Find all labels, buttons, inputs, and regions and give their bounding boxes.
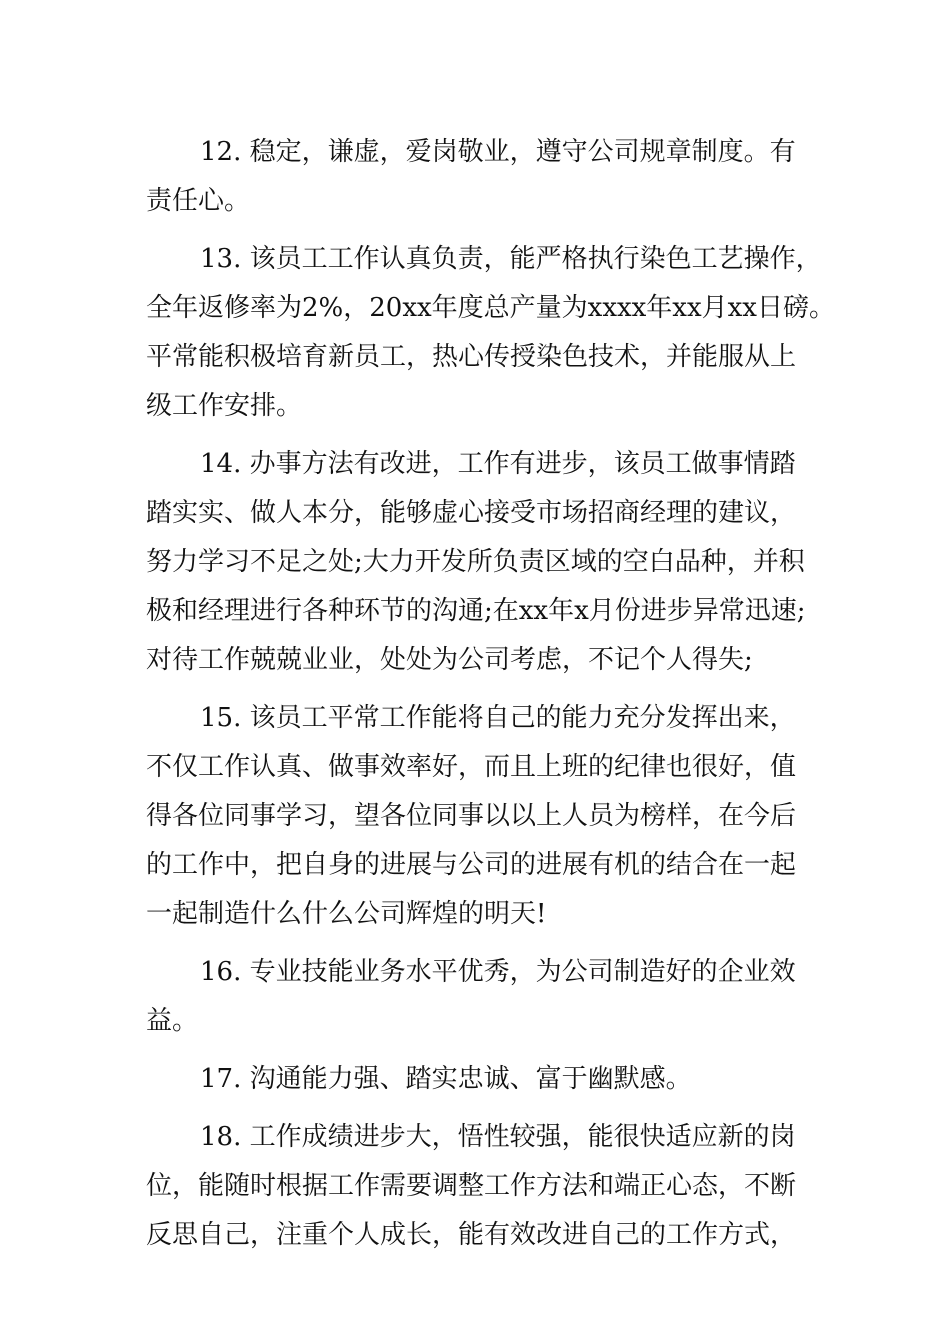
paragraph-line: 14. 办事方法有改进，工作有进步，该员工做事情踏 bbox=[200, 449, 796, 479]
paragraph-line: 责任心。 bbox=[146, 186, 251, 216]
paragraph-line: 全年返修率为2%，20xx年度总产量为xxxx年xx月xx日磅。 bbox=[146, 293, 835, 323]
paragraph-line: 的工作中，把自身的进展与公司的进展有机的结合在一起 bbox=[146, 850, 797, 880]
paragraph-14 bbox=[146, 440, 836, 685]
paragraph-16 bbox=[146, 948, 836, 1046]
document-body bbox=[146, 128, 836, 1260]
paragraph-line: 不仅工作认真、做事效率好，而且上班的纪律也很好，值 bbox=[146, 752, 797, 782]
paragraph-line: 13. 该员工工作认真负责，能严格执行染色工艺操作， bbox=[200, 244, 822, 274]
paragraph-line: 一起制造什么什么公司辉煌的明天! bbox=[146, 899, 547, 929]
paragraph-line: 15. 该员工平常工作能将自己的能力充分发挥出来， bbox=[200, 703, 796, 733]
paragraph-line: 对待工作兢兢业业，处处为公司考虑，不记个人得失; bbox=[146, 645, 753, 675]
paragraph-line: 得各位同事学习，望各位同事以以上人员为榜样，在今后 bbox=[146, 801, 797, 831]
paragraph-line: 益。 bbox=[146, 1006, 199, 1036]
paragraph-line: 位，能随时根据工作需要调整工作方法和端正心态，不断 bbox=[146, 1171, 797, 1201]
paragraph-17 bbox=[146, 1055, 836, 1104]
paragraph-line: 反思自己，注重个人成长，能有效改进自己的工作方式， bbox=[146, 1220, 797, 1250]
paragraph-line: 16. 专业技能业务水平优秀，为公司制造好的企业效 bbox=[200, 957, 796, 987]
paragraph-line: 努力学习不足之处;大力开发所负责区域的空白品种，并积 bbox=[146, 547, 805, 577]
paragraph-line: 级工作安排。 bbox=[146, 391, 303, 421]
paragraph-15 bbox=[146, 694, 836, 939]
paragraph-12 bbox=[146, 128, 836, 226]
paragraph-line: 12. 稳定，谦虚，爱岗敬业，遵守公司规章制度。有 bbox=[200, 137, 796, 167]
paragraph-line: 平常能积极培育新员工，热心传授染色技术，并能服从上 bbox=[146, 342, 797, 372]
paragraph-13 bbox=[146, 235, 836, 431]
paragraph-line: 踏实实、做人本分，能够虚心接受市场招商经理的建议， bbox=[146, 498, 797, 528]
paragraph-line: 极和经理进行各种环节的沟通;在xx年x月份进步异常迅速; bbox=[146, 596, 806, 626]
paragraph-line: 17. 沟通能力强、踏实忠诚、富于幽默感。 bbox=[200, 1064, 692, 1094]
paragraph-18 bbox=[146, 1113, 836, 1260]
paragraph-line: 18. 工作成绩进步大，悟性较强，能很快适应新的岗 bbox=[200, 1122, 796, 1152]
